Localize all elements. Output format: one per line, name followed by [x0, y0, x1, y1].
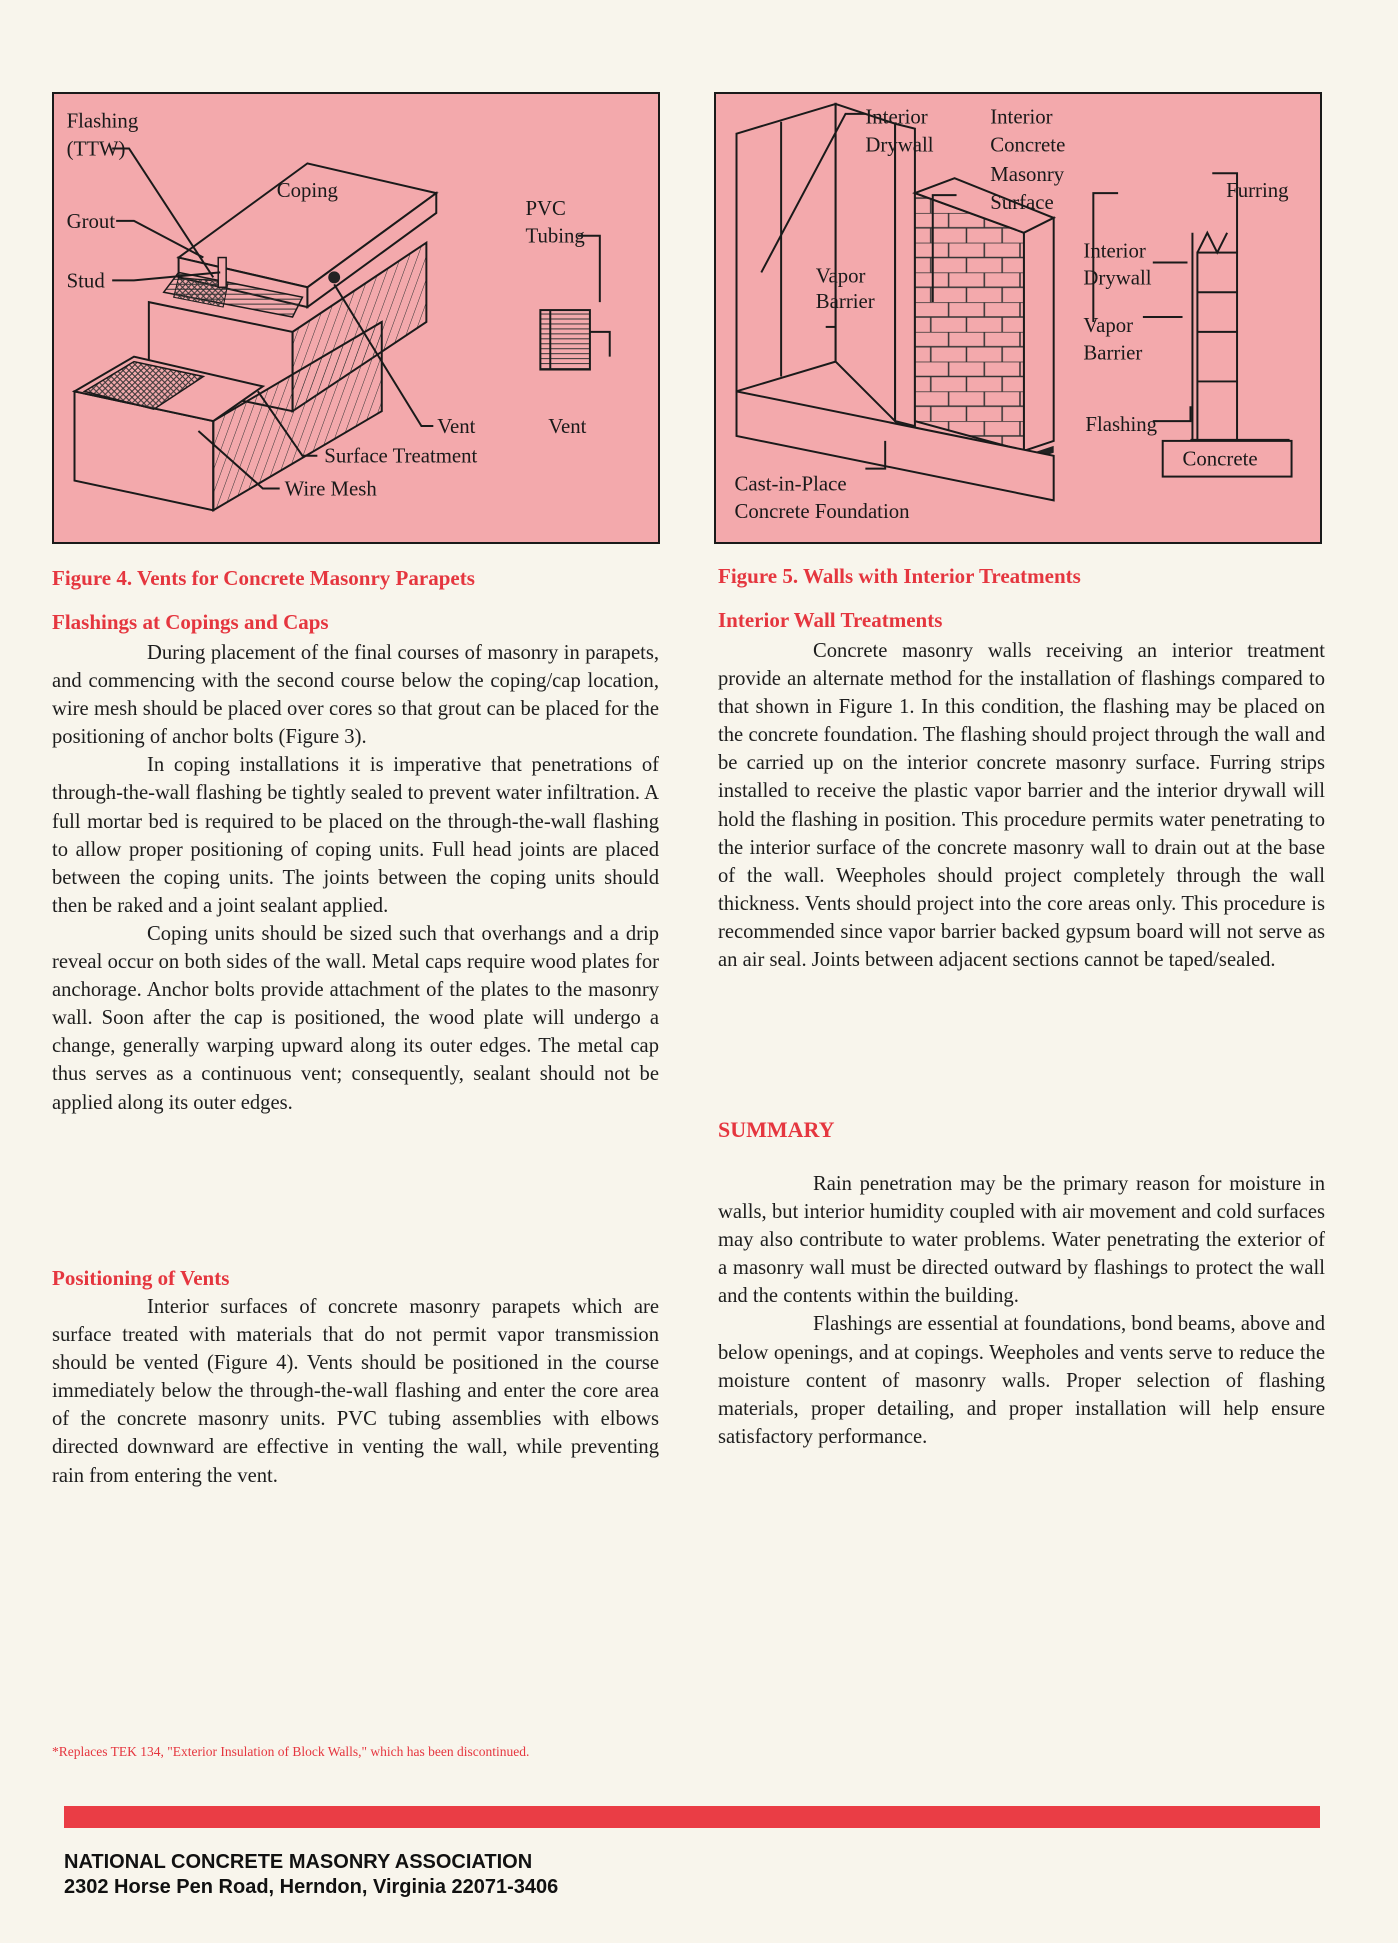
footer-organization: [64, 1850, 558, 1900]
paragraph-copings-1: During placement of the final courses of masonry in parapets, and commencing with the second course below the coping/cap location, wire mesh should be placed over cores so that grout can be placed for the positioning of anchor bolts (Figure 3).: [52, 642, 659, 749]
paragraph-interior-treatments: Concrete masonry walls receiving an interior treatment provide an alternate method for the installation of flashings compared to that shown in Figure 1. In this condition, the flashing may be placed on the concrete foundation. The flashing should project through the wall and be carried up on the interior concrete masonry surface. Furring strips installed to receive the plastic vapor barrier and the interior drywall will hold the flashing in position. This procedure permits water penetrating to the interior surface of the concrete masonry wall to drain out at the base of the wall. Weepholes should project completely through the wall thickness. Vents should project into the core areas only. This procedure is recommended since vapor barrier backed gypsum board will not serve as an air seal. Joints between adjacent sections cannot be taped/sealed.: [718, 640, 1325, 972]
label-detail-vapor-2: Barrier: [1083, 340, 1143, 365]
label-interior-drywall-2: Drywall: [865, 132, 934, 157]
label-stud: Stud: [66, 268, 105, 293]
brick-side: [1024, 218, 1054, 451]
figure-5-walls-diagram: [714, 92, 1322, 544]
label-cast-2: Concrete Foundation: [734, 499, 910, 524]
heading-summary: SUMMARY: [718, 1117, 835, 1142]
label-flashing: Flashing: [66, 108, 139, 133]
label-wire-mesh: Wire Mesh: [284, 476, 377, 501]
label-pvc: PVC: [525, 195, 566, 220]
paragraph-copings-2: In coping installations it is imperative that penetrations of through-the-wall flashing be tightly sealed to prevent water infiltration. A full mortar bed is required to be placed on the through-the-wall flashing to allow proper positioning of coping units. Full head joints are placed between the coping units. The joints between the coping units should then be raked and a joint sealant applied.: [52, 754, 659, 917]
label-ttw: (TTW): [66, 136, 126, 161]
paragraph-summary-2: Flashings are essential at foundations, bond beams, above and below openings, and at copings. Weepholes and vents serve to reduce the moisture content of masonry walls. Proper selection of flashing materials, proper detailing, and proper installation will help ensure satisfactory performance.: [718, 1313, 1325, 1448]
left-column-text-2: [52, 1293, 659, 1490]
label-interior-concrete-2: Concrete: [990, 132, 1066, 157]
red-divider-bar: [64, 1806, 1320, 1828]
label-flashing: Flashing: [1085, 411, 1158, 436]
brick-face: [915, 193, 1024, 451]
footnote: *Replaces TEK 134, "Exterior Insulation of Block Walls," which has been discontinued.: [52, 1744, 530, 1759]
vent-hole: [328, 271, 340, 283]
label-surface-treatment: Surface Treatment: [324, 443, 478, 468]
heading-positioning-vents: Positioning of Vents: [52, 1266, 230, 1290]
left-column-text-1: [52, 639, 659, 1117]
label-vent-detail: Vent: [548, 413, 587, 438]
label-detail-drywall-1: Interior: [1083, 238, 1146, 263]
organization-address: 2302 Horse Pen Road, Herndon, Virginia 22071-3406: [64, 1876, 559, 1898]
label-vent-pointer: Vent: [437, 413, 476, 438]
label-coping: Coping: [276, 178, 338, 203]
paragraph-summary-1: Rain penetration may be the primary reason for moisture in walls, but interior humidity coupled with air movement and cold surfaces may also contribute to water problems. Water penetrating the exterior of a masonry wall must be directed outward by flashings to protect the wall and the contents within the building.: [718, 1173, 1325, 1308]
label-interior-concrete-1: Interior: [990, 104, 1053, 129]
interior-wall-illustration: [716, 94, 1320, 542]
label-interior-concrete-4: Surface: [990, 189, 1054, 214]
paragraph-copings-3: Coping units should be sized such that overhangs and a drip reveal occur on both sides of the wall. Metal caps require wood plates for anchorage. Anchor bolts provide attachment of the plates to the masonry wall. Soon after the cap is positioned, the wood plate will undergo a change, generally warping upward along its outer edges. The metal cap thus serves as a continuous vent; consequently, sealant should not be applied along its outer edges.: [52, 922, 659, 1114]
figure-4-vents-diagram: [52, 92, 660, 544]
parapet-vent-illustration: [54, 94, 658, 542]
figure-4-caption: Figure 4. Vents for Concrete Masonry Parapets: [52, 566, 475, 590]
label-interior-drywall-1: Interior: [865, 104, 928, 129]
heading-flashings-copings: Flashings at Copings and Caps: [52, 610, 329, 634]
figure-5-caption: Figure 5. Walls with Interior Treatments: [718, 564, 1081, 588]
label-concrete: Concrete: [1182, 446, 1258, 471]
label-interior-concrete-3: Masonry: [990, 162, 1065, 187]
paragraph-vents: Interior surfaces of concrete masonry parapets which are surface treated with materials that do not permit vapor transmission should be vented (Figure 4). Vents should be positioned in the course immediately below the through-the-wall flashing and enter the core area of the concrete masonry units. PVC tubing assemblies with elbows directed downward are effective in venting the wall, while preventing rain from entering the vent.: [52, 1296, 659, 1487]
label-grout: Grout: [66, 208, 116, 233]
label-detail-vapor-1: Vapor: [1083, 312, 1134, 337]
label-cast-1: Cast-in-Place: [734, 471, 847, 496]
pvc-tubing-detail: [540, 310, 609, 369]
label-furring: Furring: [1226, 178, 1289, 203]
label-vapor-1: Vapor: [815, 263, 866, 288]
label-detail-drywall-2: Drywall: [1083, 265, 1152, 290]
label-vapor-2: Barrier: [815, 289, 875, 314]
label-tubing: Tubing: [525, 223, 585, 248]
heading-interior-wall-treatments: Interior Wall Treatments: [718, 608, 943, 632]
furring-detail: [1163, 233, 1292, 477]
organization-name: NATIONAL CONCRETE MASONRY ASSOCIATION: [64, 1851, 533, 1873]
right-column-text-2: [718, 1170, 1325, 1451]
right-column-text-1: [718, 637, 1325, 974]
